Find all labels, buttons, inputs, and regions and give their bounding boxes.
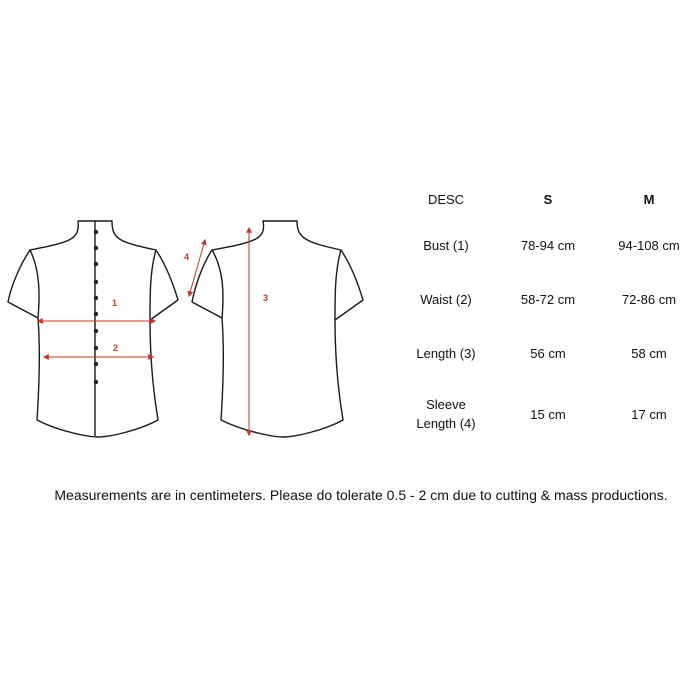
measurement-note: Measurements are in centimeters. Please do tolerate 0.5 - 2 cm due to cutting & mass productions.: [54, 487, 668, 503]
row-bust-s: 78-94 cm: [520, 237, 576, 253]
row-sleeve-desc-line1: Sleeve: [426, 397, 466, 412]
row-sleeve-desc: [395, 380, 497, 448]
sleeve-label: 4: [184, 252, 190, 262]
row-bust-m: 94-108 cm: [618, 237, 680, 253]
bust-label: 1: [112, 298, 118, 308]
waist-label: 2: [113, 343, 119, 353]
row-length-s: 56 cm: [530, 345, 566, 361]
row-waist-m: 72-86 cm: [621, 291, 677, 307]
row-length-desc: Length (3): [416, 345, 476, 361]
back-view-garment: [8, 221, 178, 437]
header-size-s: S: [543, 191, 553, 207]
row-sleeve-m: 17 cm: [631, 406, 667, 422]
row-sleeve-desc-line2: Length (4): [416, 416, 476, 431]
header-size-m: M: [643, 191, 655, 207]
row-length-m: 58 cm: [631, 345, 667, 361]
row-waist-s: 58-72 cm: [520, 291, 576, 307]
header-desc: DESC: [427, 191, 465, 207]
length-label: 3: [263, 293, 269, 303]
size-table: [395, 180, 700, 448]
row-bust-desc: Bust (1): [423, 237, 469, 253]
row-sleeve-s: 15 cm: [530, 406, 566, 422]
front-view-garment: [192, 221, 363, 437]
row-waist-desc: Waist (2): [420, 291, 472, 307]
